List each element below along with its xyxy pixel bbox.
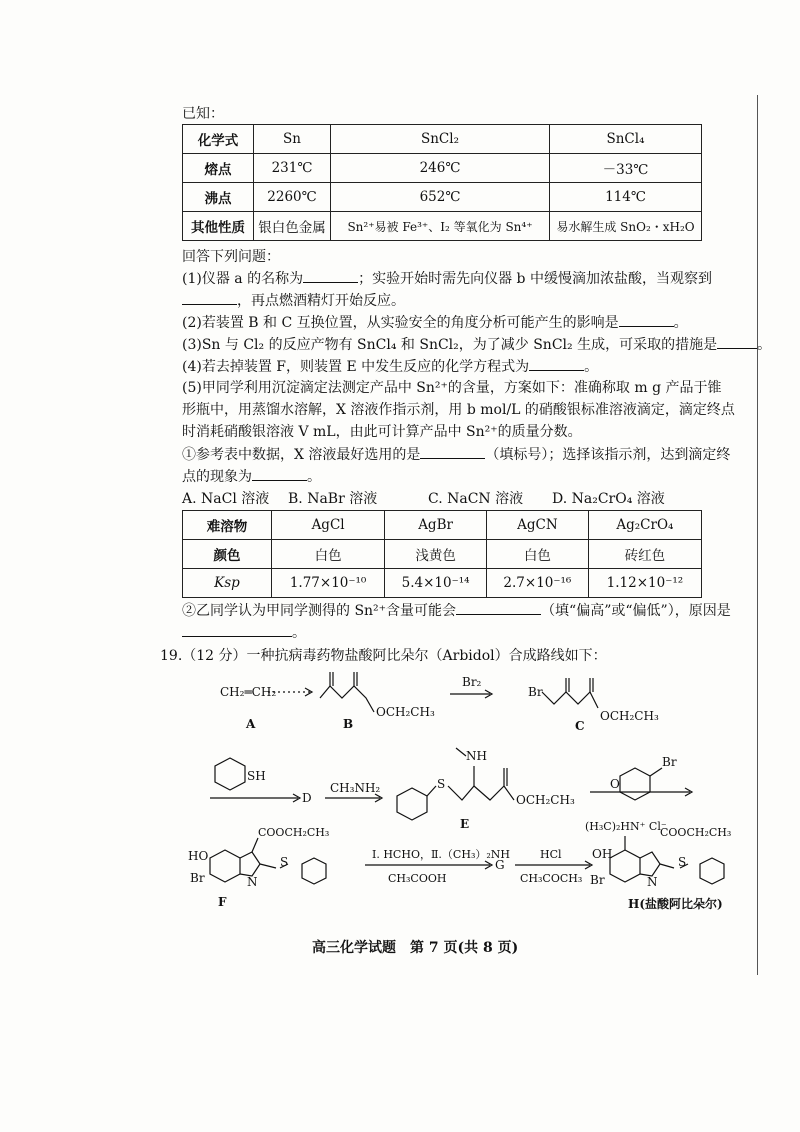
table2-header-cell: AgCN <box>486 511 588 540</box>
reagent-acetone: CH₃COCH₃ <box>520 872 583 885</box>
table1-cell: 其他性质 <box>183 212 254 241</box>
table2-header-cell: Ag₂CrO₄ <box>588 511 701 540</box>
q3-text: (3)Sn 与 Cl₂ 的反应产物有 SnCl₄ 和 SnCl₂，为了减少 SnCl₂ 生成，可采取的措施是 <box>182 337 718 353</box>
indole-pyrrole-ring <box>240 852 260 876</box>
amine-group: NH <box>466 749 487 763</box>
ethoxy-group: OCH₂CH₃ <box>516 793 575 807</box>
question-5-2-line-2 <box>182 622 306 643</box>
table2-cell: Ksp <box>183 569 272 598</box>
ethoxy-group: OCH₂CH₃ <box>376 705 435 719</box>
benzene-ring <box>397 788 427 820</box>
table2-cell: 砖红色 <box>588 540 701 569</box>
table2-header-cell: 难溶物 <box>183 511 272 540</box>
table1-cell: 银白色金属 <box>254 212 331 241</box>
sulfur-atom: S <box>437 777 446 791</box>
answer-blank[interactable] <box>456 600 541 615</box>
table1-header-cell: 化学式 <box>183 125 254 154</box>
period: 。 <box>292 625 306 641</box>
ethoxy-group: OCH₂CH₃ <box>600 709 659 723</box>
compound-label-g: G <box>495 858 505 872</box>
q5-1-text-a: ①参考表中数据，X 溶液最好选用的是 <box>182 447 421 463</box>
q5-2-text-a: ②乙同学认为甲同学测得的 Sn²⁺含量可能会 <box>182 603 457 619</box>
bromine-atom: Br <box>528 685 543 699</box>
answer-blank[interactable] <box>717 334 757 349</box>
option-d: D. Na₂CrO₄ 溶液 <box>552 491 665 507</box>
table1-cell: 2260℃ <box>254 183 331 212</box>
q5-1-text-b: （填标号）；选择该指示剂，达到滴定终 <box>485 447 731 463</box>
compound-e-skeleton <box>448 786 514 800</box>
table2-cell: 浅黄色 <box>385 540 487 569</box>
nitrogen-atom: N <box>647 875 658 889</box>
hydroxyl-group: OH <box>592 847 613 861</box>
sulfur-atom: S <box>678 855 687 869</box>
table1-cell: 652℃ <box>331 183 550 212</box>
bromine-atom: Br <box>662 755 677 769</box>
question-5-line-1: (5)甲同学利用沉淀滴定法测定产品中 Sn²⁺的含量，方案如下：准确称取 m g 产品于锥 <box>182 380 722 396</box>
question-5-1-line-1 <box>182 444 730 465</box>
compound-b-skeleton <box>320 686 374 712</box>
answer-blank[interactable] <box>420 444 485 459</box>
nitrogen-atom: N <box>247 875 258 889</box>
reagent-methylamine: CH₃NH₂ <box>330 781 381 795</box>
benzene-ring <box>215 758 245 790</box>
question-5-line-3: 时消耗硝酸银溶液 V mL，由此可计算产品中 Sn²⁺的质量分数。 <box>182 424 582 440</box>
table2-cell: 5.4×10⁻¹⁴ <box>385 569 487 598</box>
table2-cell: 1.77×10⁻¹⁰ <box>272 569 385 598</box>
table1-header-cell: Sn <box>254 125 331 154</box>
period: 。 <box>673 315 688 331</box>
table1-cell: Sn²⁺易被 Fe³⁺、I₂ 等氧化为 Sn⁴⁺ <box>331 212 550 241</box>
table2-header-cell: AgCl <box>272 511 385 540</box>
period: 。 <box>757 337 772 353</box>
option-c: C. NaCN 溶液 <box>428 491 524 507</box>
q1-text-c: ，再点燃酒精灯开始反应。 <box>237 293 405 309</box>
table1-header-cell: SnCl₄ <box>550 125 702 154</box>
answer-blank[interactable] <box>619 312 674 327</box>
q4-text: (4)若去掉装置 F，则装置 E 中发生反应的化学方程式为 <box>182 359 530 375</box>
question-3 <box>182 334 771 355</box>
option-b: B. NaBr 溶液 <box>288 491 378 507</box>
question-2 <box>182 312 688 333</box>
table2-header-cell: AgBr <box>385 511 487 540</box>
ester-group: COOCH₂CH₃ <box>660 826 732 839</box>
table1-cell: 熔点 <box>183 154 254 183</box>
ksp-table <box>182 510 702 598</box>
compound-label-f: F <box>218 895 227 909</box>
ester-group: COOCH₂CH₃ <box>258 826 330 839</box>
compound-label-b: B <box>343 717 354 731</box>
table2-cell: 1.12×10⁻¹² <box>588 569 701 598</box>
known-label: 已知： <box>182 106 224 122</box>
question-4 <box>182 356 598 377</box>
compound-c-skeleton <box>542 692 598 708</box>
compound-label-d: D <box>302 791 312 805</box>
q5-2-text-b: （填“偏高”或“偏低”），原因是 <box>541 603 731 619</box>
question-1-line-1 <box>182 268 712 289</box>
page-margin-rule <box>757 95 758 975</box>
period: 。 <box>307 469 321 485</box>
reagent-g-top: Ⅰ. HCHO，Ⅱ.（CH₃）₂NH <box>372 848 510 861</box>
table1-cell: 231℃ <box>254 154 331 183</box>
benzene-ring <box>302 858 326 884</box>
q1-text-a: (1)仪器 a 的名称为 <box>182 271 304 287</box>
table1-cell: －33℃ <box>550 154 702 183</box>
answer-blank[interactable] <box>252 466 307 481</box>
compound-label-e: E <box>460 817 470 831</box>
thiol-group: SH <box>247 769 266 783</box>
indole-benzene-ring <box>610 850 640 882</box>
benzene-ring <box>700 858 724 884</box>
page-footer: 高三化学试题 第 7 页(共 8 页) <box>312 940 519 956</box>
property-table <box>182 124 702 241</box>
table2-cell: 颜色 <box>183 540 272 569</box>
table2-cell: 2.7×10⁻¹⁶ <box>486 569 588 598</box>
ethylene-formula: CH₂═CH₂ <box>220 685 277 699</box>
reagent-g-bottom: CH₃COOH <box>388 872 447 885</box>
table1-header-cell: SnCl₂ <box>331 125 550 154</box>
option-a: A. NaCl 溶液 <box>182 491 270 507</box>
q5-1-text-c: 点的现象为 <box>182 469 252 485</box>
compound-label-a: A <box>246 717 256 731</box>
reagent-hcl: HCl <box>540 848 562 861</box>
table1-cell: 易水解生成 SnO₂・xH₂O <box>550 212 702 241</box>
answer-blank[interactable] <box>182 290 237 305</box>
table2-cell: 白色 <box>272 540 385 569</box>
question-5-line-2: 形瓶中，用蒸馏水溶解，X 溶液作指示剂，用 b mol/L 的硝酸银标准溶液滴定，滴定终点 <box>182 402 735 418</box>
compound-label-h: H(盐酸阿比朵尔) <box>628 897 723 911</box>
question-intro: 回答下列问题： <box>182 249 280 265</box>
question-19-heading: 19.（12 分）一种抗病毒药物盐酸阿比朵尔（Arbidol）合成路线如下： <box>160 648 607 664</box>
question-1-line-2 <box>182 290 405 311</box>
hydroxyl-group: HO <box>188 849 209 863</box>
table1-cell: 114℃ <box>550 183 702 212</box>
ammonium-salt: (H₃C)₂HN⁺ Cl⁻ <box>585 820 667 833</box>
q2-text: (2)若装置 B 和 C 互换位置，从实验安全的角度分析可能产生的影响是 <box>182 315 619 331</box>
oxygen-atom: O <box>610 777 620 791</box>
indole-benzene-ring <box>210 850 240 882</box>
sulfur-atom: S <box>280 855 289 869</box>
bromine-atom: Br <box>590 873 605 887</box>
reagent-bromine: Br₂ <box>462 675 482 689</box>
table1-cell: 沸点 <box>183 183 254 212</box>
answer-blank[interactable] <box>303 268 358 283</box>
table2-cell: 白色 <box>486 540 588 569</box>
synthesis-route-scheme <box>150 668 750 943</box>
question-5-1-line-2 <box>182 466 321 487</box>
compound-label-c: C <box>575 719 585 733</box>
bromine-atom: Br <box>190 871 205 885</box>
question-5-2-line-1 <box>182 600 731 621</box>
q1-text-b: ；实验开始时需先向仪器 b 中缓慢滴加浓盐酸，当观察到 <box>358 271 712 287</box>
indole-pyrrole-ring <box>640 852 660 876</box>
answer-blank[interactable] <box>182 622 292 637</box>
table1-cell: 246℃ <box>331 154 550 183</box>
quinone-ring <box>620 768 650 800</box>
period: 。 <box>584 359 599 375</box>
answer-blank[interactable] <box>529 356 584 371</box>
